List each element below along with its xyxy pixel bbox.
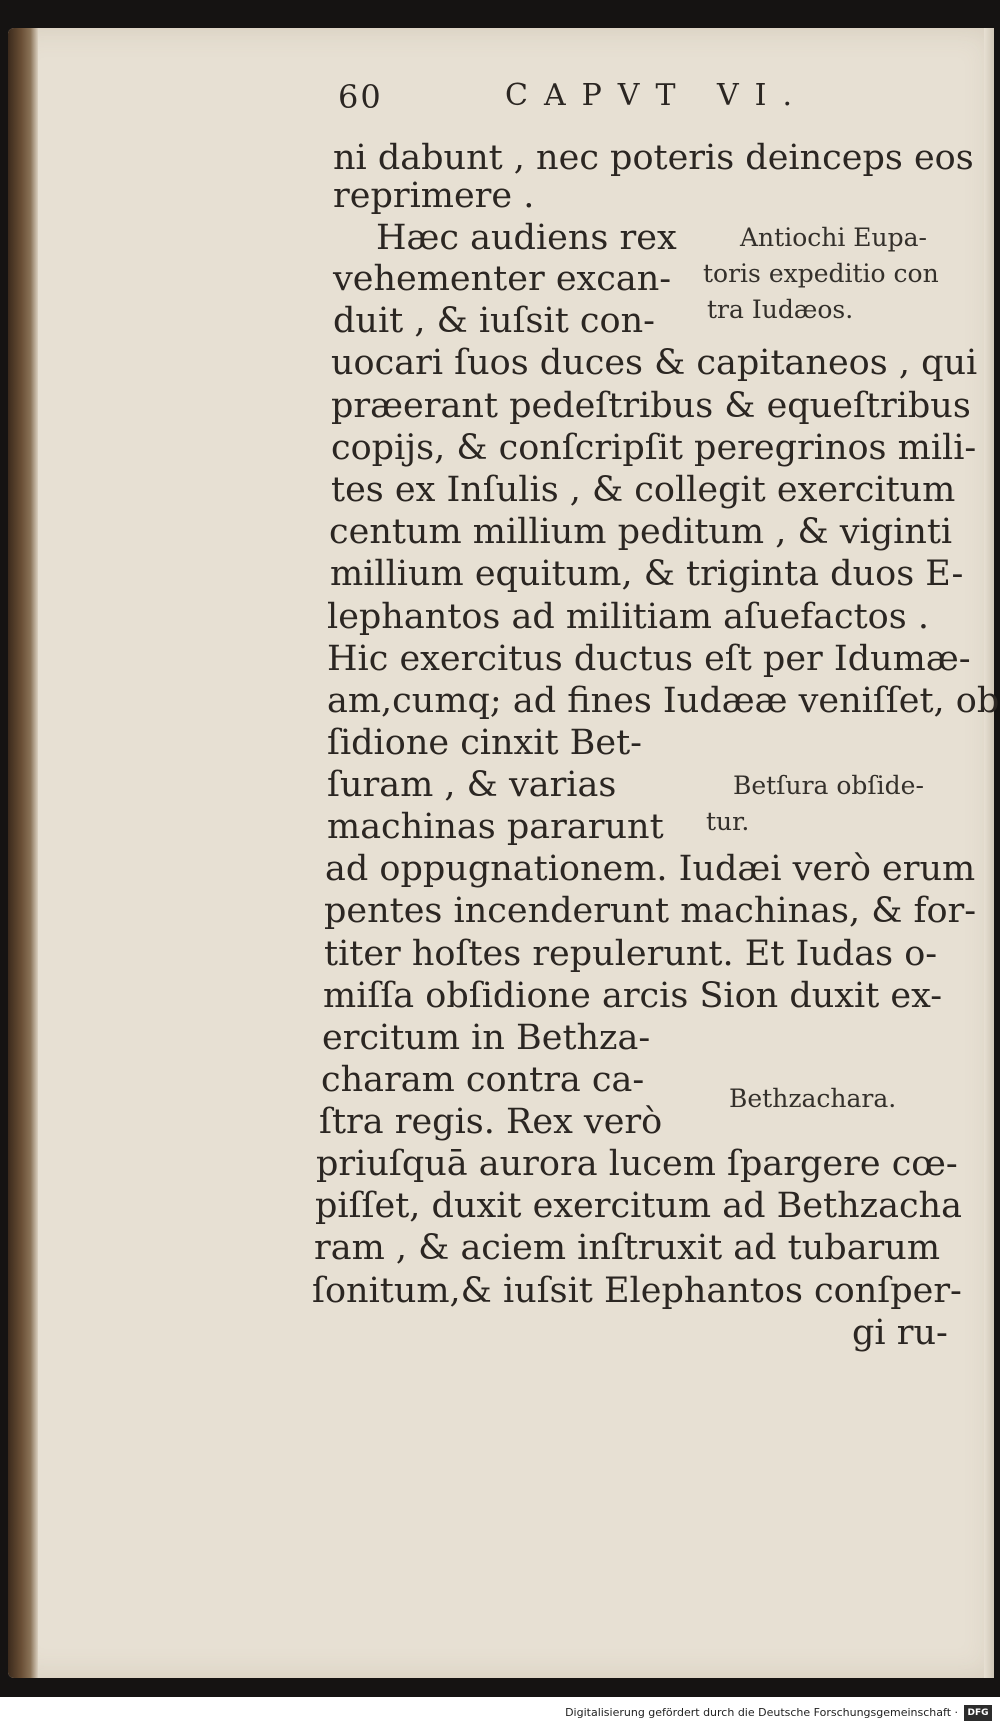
digitization-credit: Digitalisierung gefördert durch die Deutsche Forschungsgemeinschaft · [565, 1706, 958, 1719]
body-line: ad oppugnationem. Iudæi verò erum [325, 849, 976, 889]
body-line: copijs, & conſcripſit peregrinos mili- [331, 428, 977, 468]
page-number: 60 [338, 78, 383, 116]
body-line: lephantos ad militiam aſuefactos . [327, 597, 929, 637]
running-head: CAPVT VI. [505, 78, 809, 113]
marginal-note-line: tur. [706, 807, 750, 836]
dfg-logo-icon: DFG [964, 1705, 992, 1721]
body-line: am,cumq; ad fines Iudææ veniſſet, ob [327, 681, 1000, 721]
body-line: Hic exercitus ductus eſt per Idumæ- [327, 639, 971, 679]
marginal-note-line: toris expeditio con [703, 259, 939, 288]
body-line: miſſa obſidione arcis Sion duxit ex- [323, 976, 943, 1016]
body-line: ni dabunt , nec poteris deinceps eos [333, 138, 974, 178]
body-line: vehementer excan- [333, 259, 672, 299]
body-line: duit , & iuſsit con- [333, 301, 655, 341]
body-line: ſtra regis. Rex verò [319, 1102, 663, 1142]
body-line: ſonitum,& iuſsit Elephantos conſper- [312, 1271, 962, 1311]
body-line: ercitum in Bethza- [322, 1018, 651, 1058]
body-line: reprimere . [333, 176, 535, 216]
body-line: titer hoſtes repulerunt. Et Iudas o- [324, 934, 938, 974]
body-line: ſidione cinxit Bet- [327, 723, 642, 763]
body-line: Hæc audiens rex [376, 218, 677, 258]
body-line: machinas pararunt [327, 807, 664, 847]
catchword: gi ru- [852, 1313, 948, 1353]
body-line: charam contra ca- [321, 1060, 645, 1100]
body-line: millium equitum, & triginta duos E- [330, 554, 964, 594]
body-line: piſſet, duxit exercitum ad Bethzacha [315, 1186, 962, 1226]
body-line: pentes incenderunt machinas, & for- [324, 891, 977, 931]
marginal-note-line: Betſura obſide- [733, 771, 924, 800]
digitization-footer [0, 1697, 1000, 1730]
body-line: præerant pedeſtribus & equeſtribus [331, 386, 971, 426]
body-line: ſuram , & varias [327, 765, 617, 805]
body-line: priuſquā aurora lucem ſpargere cœ- [316, 1144, 958, 1184]
body-line: ram , & aciem inſtruxit ad tubarum [314, 1228, 941, 1268]
marginal-note-line: tra Iudæos. [707, 295, 854, 324]
body-line: tes ex Inſulis , & collegit exercitum [331, 470, 956, 510]
body-line: centum millium peditum , & viginti [329, 512, 953, 552]
marginal-note-line: Bethzachara. [729, 1084, 897, 1113]
body-line: uocari ſuos duces & capitaneos , qui [331, 343, 978, 383]
marginal-note-line: Antiochi Eupa- [740, 223, 927, 252]
